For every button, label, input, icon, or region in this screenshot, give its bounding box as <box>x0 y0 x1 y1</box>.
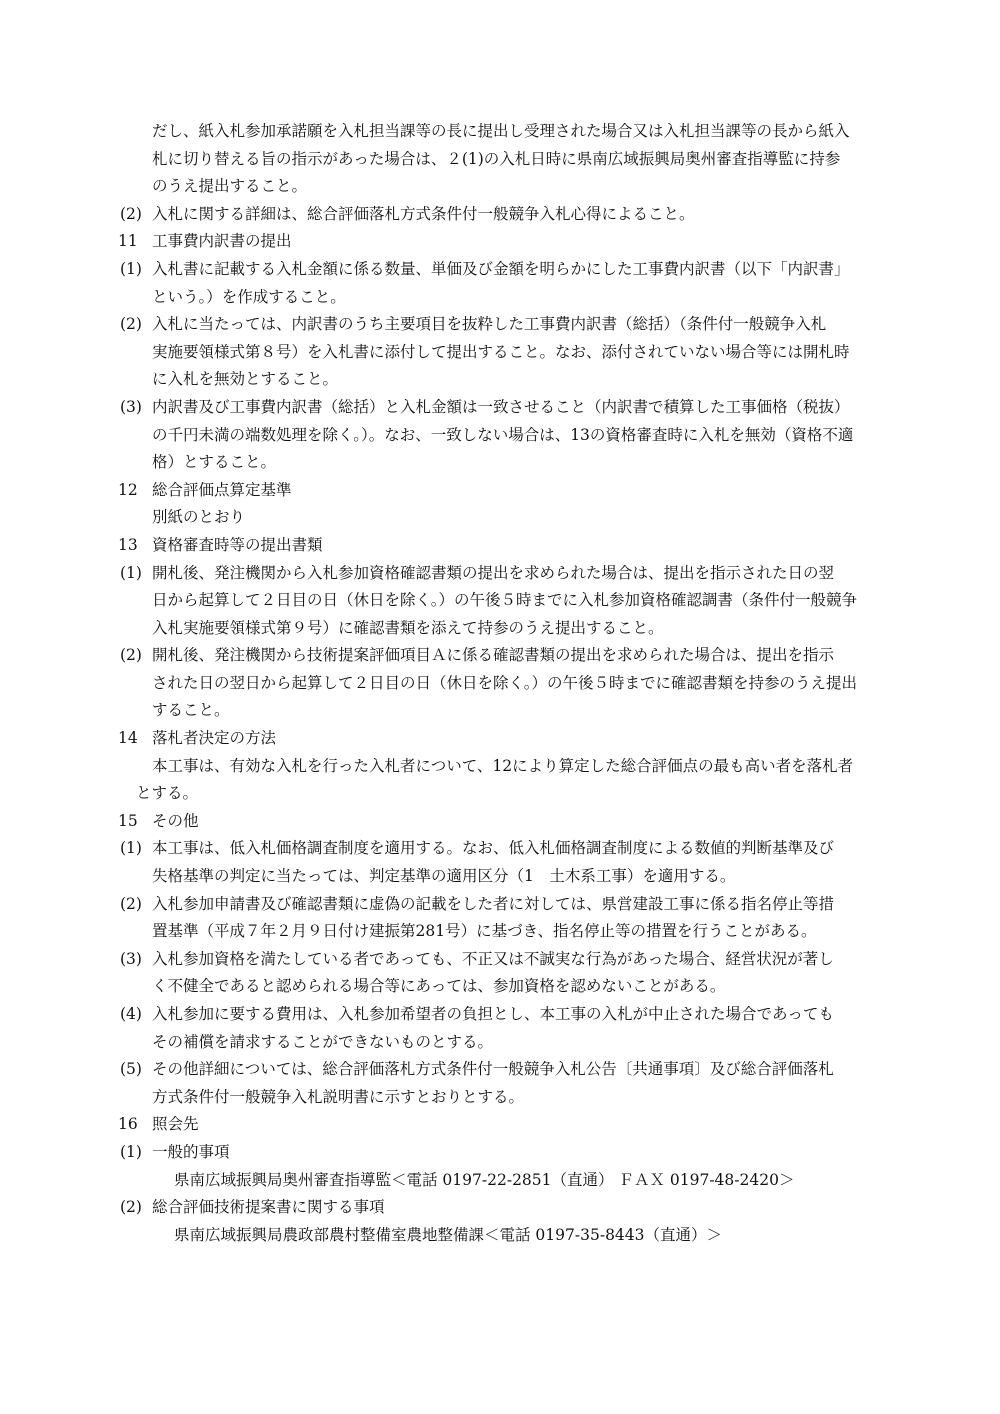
text-line: その補償を請求することができないものとする。 <box>152 1032 494 1051</box>
section-number: 14 <box>118 729 138 748</box>
section-12-heading <box>118 477 888 505</box>
section-number: 12 <box>118 480 138 499</box>
s11-item-1 <box>118 256 888 311</box>
s15-item-1 <box>118 835 888 890</box>
text-line: 入札書に記載する入札金額に係る数量、単価及び金額を明らかにした工事費内訳書（以下「内訳書」 <box>152 259 850 278</box>
text-line: 入札参加申請書及び確認書類に虚偽の記載をした者に対しては、県営建設工事に係る指名停止等措 <box>152 894 835 913</box>
text-line: だし、紙入札参加承諾願を入札担当課等の長に提出し受理された場合又は入札担当課等の長から紙入 <box>152 122 850 140</box>
section-15-heading <box>118 808 888 836</box>
text-line: 日から起算して２日目の日（休日を除く。）の午後５時までに入札参加資格確認調書（条件付一般競争 <box>152 591 857 610</box>
section-title: 総合評価点算定基準 <box>152 480 292 499</box>
section-number: 11 <box>118 232 138 251</box>
contact-info: 県南広域振興局農政部農村整備室農地整備課＜電話 0197-35-8443（直通）＞ <box>174 1225 723 1244</box>
item-number: (3) <box>120 397 142 416</box>
section-14-body <box>118 753 888 808</box>
text-line: 札に切り替える旨の指示があった場合は、２(1)の入札日時に県南広域振興局奥州審査指導監に持参 <box>152 149 841 168</box>
item-number: (1) <box>120 1142 142 1161</box>
section-title: 工事費内訳書の提出 <box>152 232 292 251</box>
item-number: (2) <box>120 204 142 223</box>
text-line: の千円未満の端数処理を除く。）。なお、一致しない場合は、13の資格審査時に入札を無効（資格不適 <box>152 425 854 444</box>
continuation-paragraph <box>118 118 888 201</box>
text-line: 格）とすること。 <box>152 453 277 472</box>
s13-item-2 <box>118 642 888 725</box>
section-14-heading <box>118 725 888 753</box>
section-title: 落札者決定の方法 <box>152 729 277 748</box>
text-line: 開札後、発注機関から技術提案評価項目Ａに係る確認書類の提出を求められた場合は、提出を指示 <box>152 646 835 665</box>
item-number: (1) <box>120 839 142 858</box>
text-line: 失格基準の判定に当たっては、判定基準の適用区分（1 土木系工事）を適用する。 <box>152 867 736 886</box>
s11-item-2 <box>118 311 888 394</box>
s15-item-2 <box>118 891 888 946</box>
section-title: 照会先 <box>152 1115 199 1134</box>
text-line: 実施要領様式第８号）を入札書に添付して提出すること。なお、添付されていない場合等には開札時 <box>152 342 850 361</box>
text-line: に入札を無効とすること。 <box>152 370 339 389</box>
s15-item-3 <box>118 946 888 1001</box>
s15-item-5 <box>118 1056 888 1111</box>
text-line: 入札に関する詳細は、総合評価落札方式条件付一般競争入札心得によること。 <box>152 204 695 223</box>
section-title: その他 <box>152 811 199 830</box>
text-line: のうえ提出すること。 <box>152 177 308 196</box>
text-line: 方式条件付一般競争入札説明書に示すとおりとする。 <box>152 1087 525 1106</box>
text-line: 本工事は、有効な入札を行った入札者について、12により算定した総合評価点の最も高い者を落札者 <box>152 756 854 775</box>
s11-item-3 <box>118 394 888 477</box>
text-line: という。）を作成すること。 <box>152 287 346 306</box>
text-line: すること。 <box>152 701 230 720</box>
item-number: (4) <box>120 1005 142 1023</box>
text-line: く不健全であると認められる場合等にあっては、参加資格を認めないことがある。 <box>152 977 726 996</box>
item-title: 一般的事項 <box>152 1142 230 1161</box>
text-line: 入札参加資格を満たしている者であっても、不正又は不誠実な行為があった場合、経営状況が著し <box>152 949 834 968</box>
item-number: (2) <box>120 1198 142 1217</box>
text-line: 開札後、発注機関から入札参加資格確認書類の提出を求められた場合は、提出を指示された日の翌 <box>152 563 835 582</box>
s16-item-2 <box>118 1194 888 1249</box>
item-number: (1) <box>120 563 142 582</box>
section-number: 15 <box>118 811 138 830</box>
text-line: とする。 <box>136 784 199 803</box>
text-line: 入札に当たっては、内訳書のうち主要項目を抜粋した工事費内訳書（総括）（条件付一般競争入札 <box>152 315 827 334</box>
text-line: 本工事は、低入札価格調査制度を適用する。なお、低入札価格調査制度による数値的判断基準及び <box>152 839 835 858</box>
s15-item-4 <box>118 1001 888 1056</box>
section-number: 13 <box>118 535 138 554</box>
s16-item-1 <box>118 1139 888 1194</box>
item-number: (2) <box>120 646 142 665</box>
item-number: (2) <box>120 315 142 334</box>
document-body <box>118 118 888 1249</box>
text-line: 入札実施要領様式第９号）に確認書類を添えて持参のうえ提出すること。 <box>152 618 664 637</box>
s10-item-2 <box>118 201 888 229</box>
contact-info: 県南広域振興局奥州審査指導監＜電話 0197-22-2851（直通） ＦＡＸ 0197-48-2420＞ <box>174 1170 795 1189</box>
item-number: (3) <box>120 949 142 968</box>
item-number: (2) <box>120 894 142 913</box>
item-title: 総合評価技術提案書に関する事項 <box>152 1198 385 1217</box>
text-line: された日の翌日から起算して２日目の日（休日を除く。）の午後５時までに確認書類を持参のうえ提出 <box>152 673 857 692</box>
item-number: (5) <box>120 1060 142 1079</box>
text-line: 内訳書及び工事費内訳書（総括）と入札金額は一致させること（内訳書で積算した工事価格（税抜） <box>152 397 850 416</box>
section-13-heading <box>118 532 888 560</box>
section-16-heading <box>118 1111 888 1139</box>
text-line: 入札参加に要する費用は、入札参加希望者の負担とし、本工事の入札が中止された場合であっても <box>152 1005 834 1023</box>
section-number: 16 <box>118 1115 138 1134</box>
text-line: その他詳細については、総合評価落札方式条件付一般競争入札公告〔共通事項〕及び総合評価落札 <box>152 1060 834 1079</box>
section-12-body: 別紙のとおり <box>152 508 246 527</box>
s13-item-1 <box>118 560 888 643</box>
text-line: 置基準（平成７年２月９日付け建振第281号）に基づき、指名停止等の措置を行うことがある。 <box>152 922 817 941</box>
section-title: 資格審査時等の提出書類 <box>152 535 323 554</box>
item-number: (1) <box>120 259 142 278</box>
section-11-heading <box>118 228 888 256</box>
